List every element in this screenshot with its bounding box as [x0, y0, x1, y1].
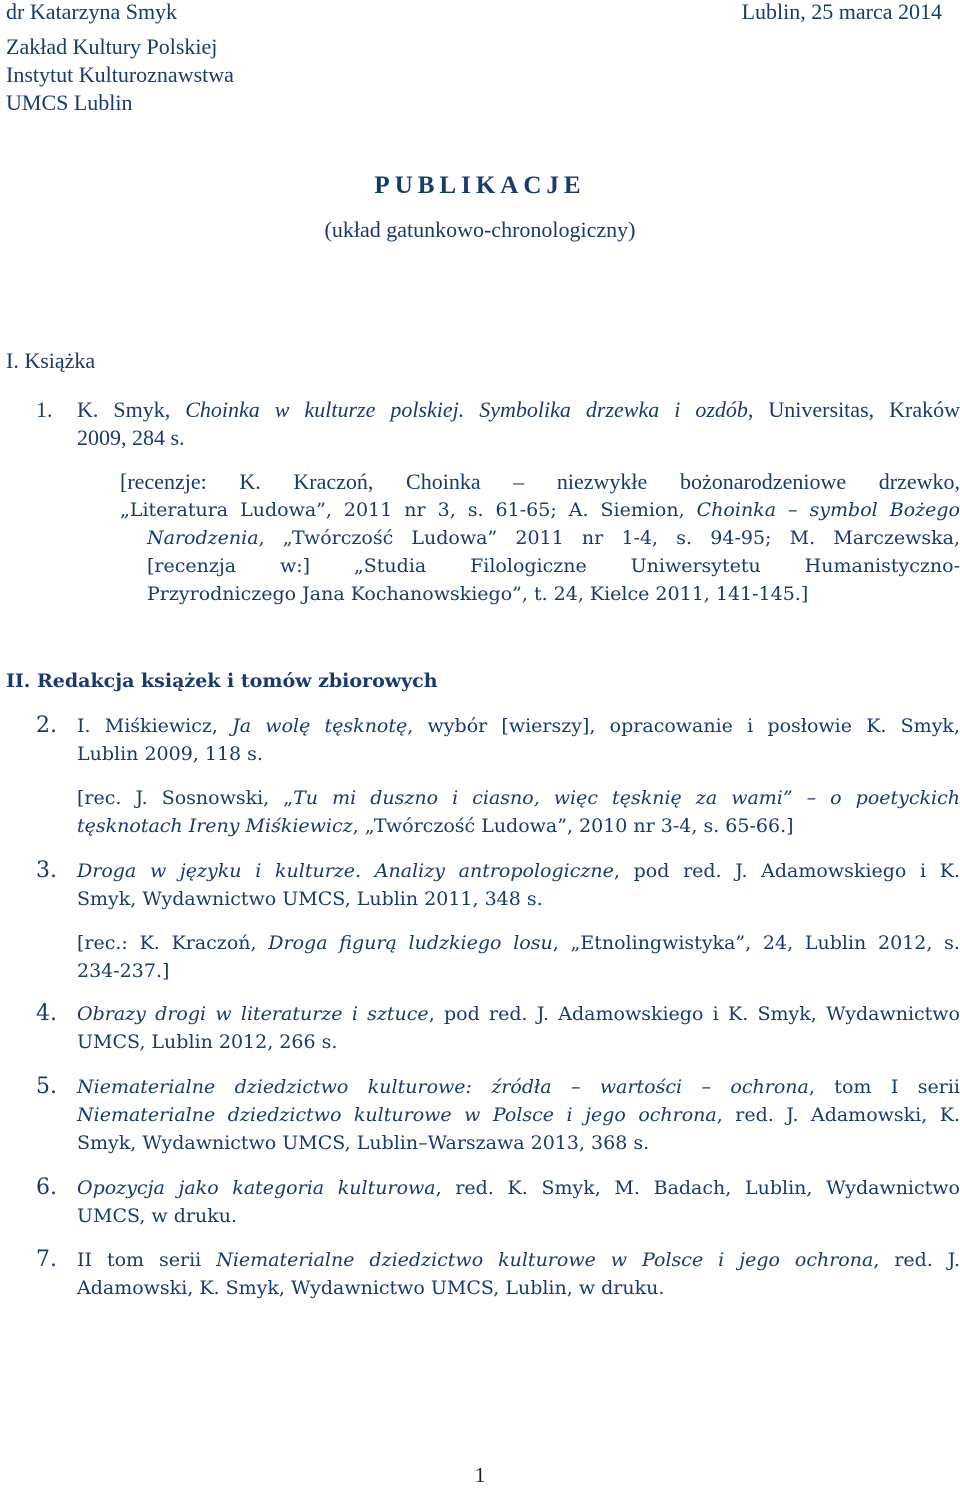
review-1-line-1: [recenzje: K. Kraczoń, Choinka – niezwykłe bożonarodzeniowe drzewko, — [120, 469, 960, 494]
item-number: 3. — [36, 858, 57, 883]
document-title: PUBLIKACJE — [374, 172, 586, 199]
affiliation-university: UMCS Lublin — [6, 90, 133, 115]
place-date: Lublin, 25 marca 2014 — [741, 0, 942, 24]
item-1-line-2: 2009, 284 s. — [77, 425, 185, 450]
section-heading-book: I. Książka — [6, 348, 96, 373]
affiliation-institute: Instytut Kulturoznawstwa — [6, 62, 234, 87]
item-number: 2. — [36, 713, 57, 738]
review-1-line-2: „Literatura Ludowa”, 2011 nr 3, s. 61-65; A. Siemion, Choinka – symbol Bożego — [120, 499, 960, 521]
item-number: 4. — [36, 1001, 57, 1026]
item-4-line-1: Obrazy drogi w literaturze i sztuce, pod red. J. Adamowskiego i K. Smyk, Wydawnictwo — [77, 1003, 960, 1025]
item-2-line-2: Lublin 2009, 118 s. — [77, 743, 263, 765]
item-3-review-line-2: 234-237.] — [77, 960, 170, 982]
item-number: 1. — [36, 397, 53, 422]
item-3-line-2: Smyk, Wydawnictwo UMCS, Lublin 2011, 348 s. — [77, 888, 543, 910]
item-number: 5. — [36, 1074, 57, 1099]
item-5-line-1: Niematerialne dziedzictwo kulturowe: źródła – wartości – ochrona, tom I serii — [77, 1076, 960, 1098]
section-heading-editing: II. Redakcja książek i tomów zbiorowych — [6, 670, 438, 692]
item-2-review-line-2: tęsknotach Ireny Miśkiewicz, „Twórczość Ludowa”, 2010 nr 3-4, s. 65-66.] — [77, 815, 794, 837]
item-3-review-line-1: [rec.: K. Kraczoń, Droga figurą ludzkiego losu, „Etnolingwistyka”, 24, Lublin 2012, s. — [77, 932, 960, 954]
review-1-line-4: [recenzja w:] „Studia Filologiczne Uniwersytetu Humanistyczno- — [147, 555, 960, 577]
item-2-line-1: I. Miśkiewicz, Ja wolę tęsknotę, wybór [wierszy], opracowanie i posłowie K. Smyk, — [77, 715, 960, 737]
item-3-line-1: Droga w języku i kulturze. Analizy antropologiczne, pod red. J. Adamowskiego i K. — [77, 860, 960, 882]
author-name: dr Katarzyna Smyk — [6, 0, 178, 24]
item-6-line-2: UMCS, w druku. — [77, 1205, 237, 1227]
item-number: 6. — [36, 1175, 57, 1200]
review-1-line-5: Przyrodniczego Jana Kochanowskiego”, t. 24, Kielce 2011, 141-145.] — [147, 583, 809, 605]
affiliation-department: Zakład Kultury Polskiej — [6, 34, 218, 59]
item-7-line-1: II tom serii Niematerialne dziedzictwo kulturowe w Polsce i jego ochrona, red. J. — [77, 1249, 960, 1271]
item-7-line-2: Adamowski, K. Smyk, Wydawnictwo UMCS, Lublin, w druku. — [77, 1277, 665, 1299]
item-number: 7. — [36, 1247, 57, 1272]
document-subtitle: (układ gatunkowo-chronologiczny) — [324, 217, 636, 242]
item-5-line-2: Niematerialne dziedzictwo kulturowe w Polsce i jego ochrona, red. J. Adamowski, K. — [77, 1104, 960, 1126]
review-1-line-3: Narodzenia, „Twórczość Ludowa” 2011 nr 1-4, s. 94-95; M. Marczewska, — [147, 527, 960, 549]
item-5-line-3: Smyk, Wydawnictwo UMCS, Lublin–Warszawa 2013, 368 s. — [77, 1132, 650, 1154]
item-6-line-1: Opozycja jako kategoria kulturowa, red. K. Smyk, M. Badach, Lublin, Wydawnictwo — [77, 1177, 960, 1199]
page-number: 1 — [474, 1463, 486, 1487]
item-1-line-1: K. Smyk, Choinka w kulturze polskiej. Symbolika drzewka i ozdób, Universitas, Kraków — [77, 397, 960, 422]
item-2-review-line-1: [rec. J. Sosnowski, „Tu mi duszno i ciasno, więc tęsknię za wami” – o poetyckich — [77, 787, 960, 809]
item-4-line-2: UMCS, Lublin 2012, 266 s. — [77, 1031, 338, 1053]
